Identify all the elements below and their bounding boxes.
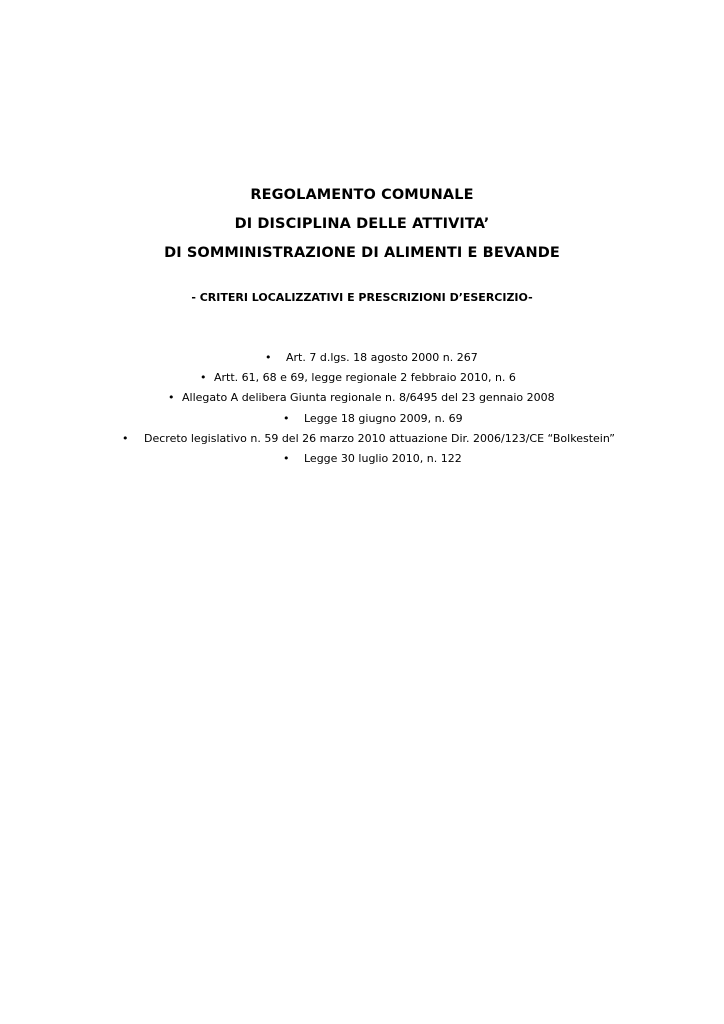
title-line-2: DI DISCIPLINA DELLE ATTIVITA’	[234, 216, 490, 232]
reference-text: Art. 7 d.lgs. 18 agosto 2000 n. 267	[286, 351, 478, 364]
reference-text: Legge 30 luglio 2010, n. 122	[304, 451, 462, 465]
list-item	[0, 429, 724, 449]
legal-references-list	[0, 348, 724, 469]
list-item	[0, 409, 724, 429]
document-title	[0, 181, 724, 268]
title-line-1: REGOLAMENTO COMUNALE	[250, 187, 474, 203]
title-line-3: DI SOMMINISTRAZIONE DI ALIMENTI E BEVANDE	[164, 245, 560, 261]
list-item	[0, 388, 724, 408]
document-subtitle: - CRITERI LOCALIZZATIVI E PRESCRIZIONI D’ESERCIZIO-	[191, 291, 533, 304]
bullet-icon: •	[200, 371, 207, 385]
reference-text: Legge 18 giugno 2009, n. 69	[304, 411, 463, 425]
reference-text: Allegato A delibera Giunta regionale n. 8/6495 del 23 gennaio 2008	[182, 391, 555, 405]
reference-text: Decreto legislativo n. 59 del 26 marzo 2010 attuazione Dir. 2006/123/CE “Bolkestein”	[144, 431, 615, 445]
list-item	[0, 449, 724, 469]
list-item	[0, 368, 724, 388]
list-item	[0, 348, 724, 368]
bullet-icon: •	[283, 451, 290, 465]
bullet-icon: •	[122, 431, 129, 445]
bullet-icon: •	[265, 351, 272, 364]
bullet-icon: •	[168, 391, 175, 405]
bullet-icon: •	[283, 411, 290, 425]
reference-text: Artt. 61, 68 e 69, legge regionale 2 febbraio 2010, n. 6	[214, 371, 516, 385]
